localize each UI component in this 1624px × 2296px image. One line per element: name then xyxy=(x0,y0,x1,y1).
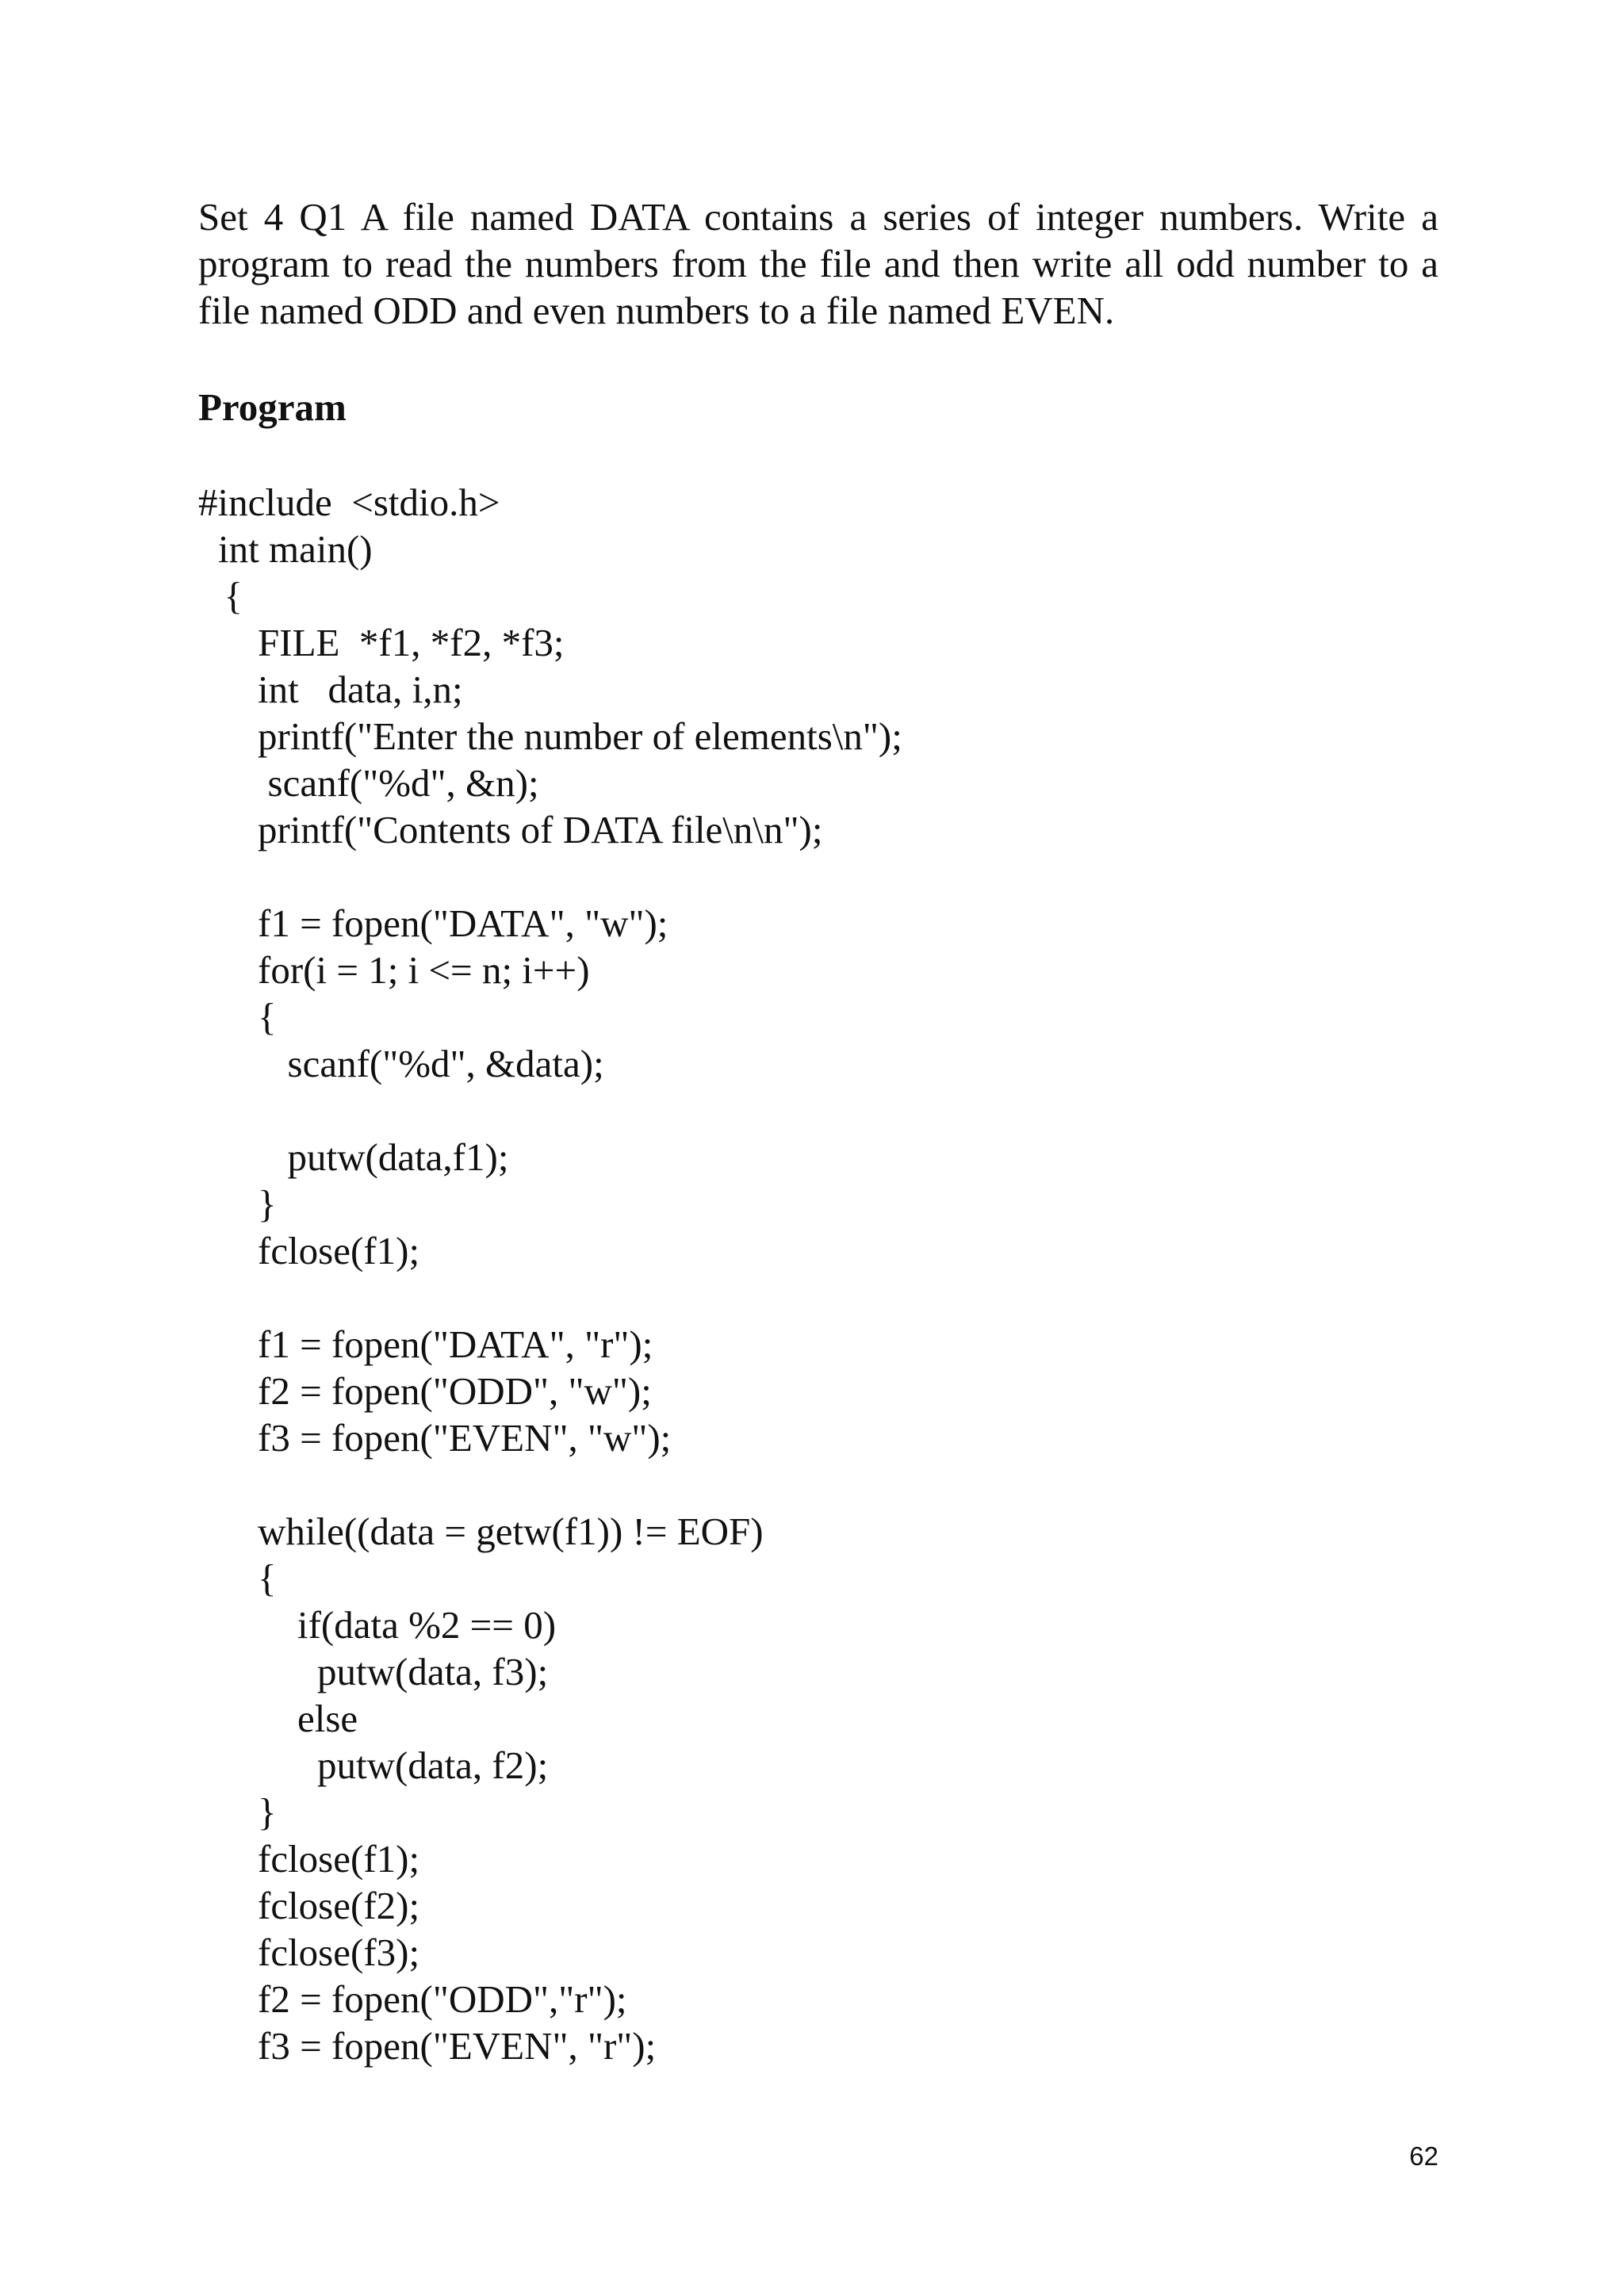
code-line: for(i = 1; i <= n; i++) xyxy=(258,948,590,992)
code-line: int data, i,n; xyxy=(258,668,463,711)
code-line xyxy=(198,1087,902,1134)
code-line: printf("Contents of DATA file\n\n"); xyxy=(258,808,823,851)
code-line xyxy=(198,1274,902,1321)
code-line: scanf("%d", &n); xyxy=(267,761,539,805)
code-line: FILE *f1, *f2, *f3; xyxy=(258,621,565,664)
code-line: int main() xyxy=(218,527,373,571)
code-line: } xyxy=(258,1182,277,1226)
code-line xyxy=(198,1461,902,1508)
code-line: f2 = fopen("ODD","r"); xyxy=(258,1977,627,2021)
code-line: f3 = fopen("EVEN", "r"); xyxy=(258,2024,657,2068)
program-heading: Program xyxy=(198,385,347,429)
code-line: { xyxy=(224,574,243,618)
code-line: } xyxy=(258,1790,277,1834)
code-line: { xyxy=(258,1556,277,1600)
code-line: putw(data, f2); xyxy=(317,1743,549,1787)
code-line: { xyxy=(258,995,277,1039)
code-line: f1 = fopen("DATA", "w"); xyxy=(258,901,668,945)
code-line: putw(data, f3); xyxy=(317,1650,549,1693)
code-line: #include <stdio.h> xyxy=(198,480,500,524)
code-line: printf("Enter the number of elements\n"); xyxy=(258,714,902,758)
question-text: Set 4 Q1 A file named DATA contains a series of integer numbers. Write a program to read the numbers from the file and then write all odd number to a file named ODD and even numbers to a file named EVEN. xyxy=(198,195,1438,332)
page-number: 62 xyxy=(1409,2141,1438,2171)
code-line: f1 = fopen("DATA", "r"); xyxy=(258,1322,653,1366)
code-line: scanf("%d", &data); xyxy=(287,1042,604,1085)
code-line: fclose(f3); xyxy=(258,1931,420,1974)
code-listing xyxy=(198,479,902,2069)
code-line xyxy=(198,853,902,900)
code-line: fclose(f1); xyxy=(258,1229,420,1272)
code-line: while((data = getw(f1)) != EOF) xyxy=(258,1510,764,1553)
code-line: f2 = fopen("ODD", "w"); xyxy=(258,1369,652,1413)
code-line: else xyxy=(297,1697,358,1740)
code-line: fclose(f2); xyxy=(258,1884,420,1927)
code-line: fclose(f1); xyxy=(258,1837,420,1881)
code-line: f3 = fopen("EVEN", "w"); xyxy=(258,1416,672,1460)
code-line: if(data %2 == 0) xyxy=(297,1603,557,1647)
code-line: putw(data,f1); xyxy=(287,1135,509,1179)
